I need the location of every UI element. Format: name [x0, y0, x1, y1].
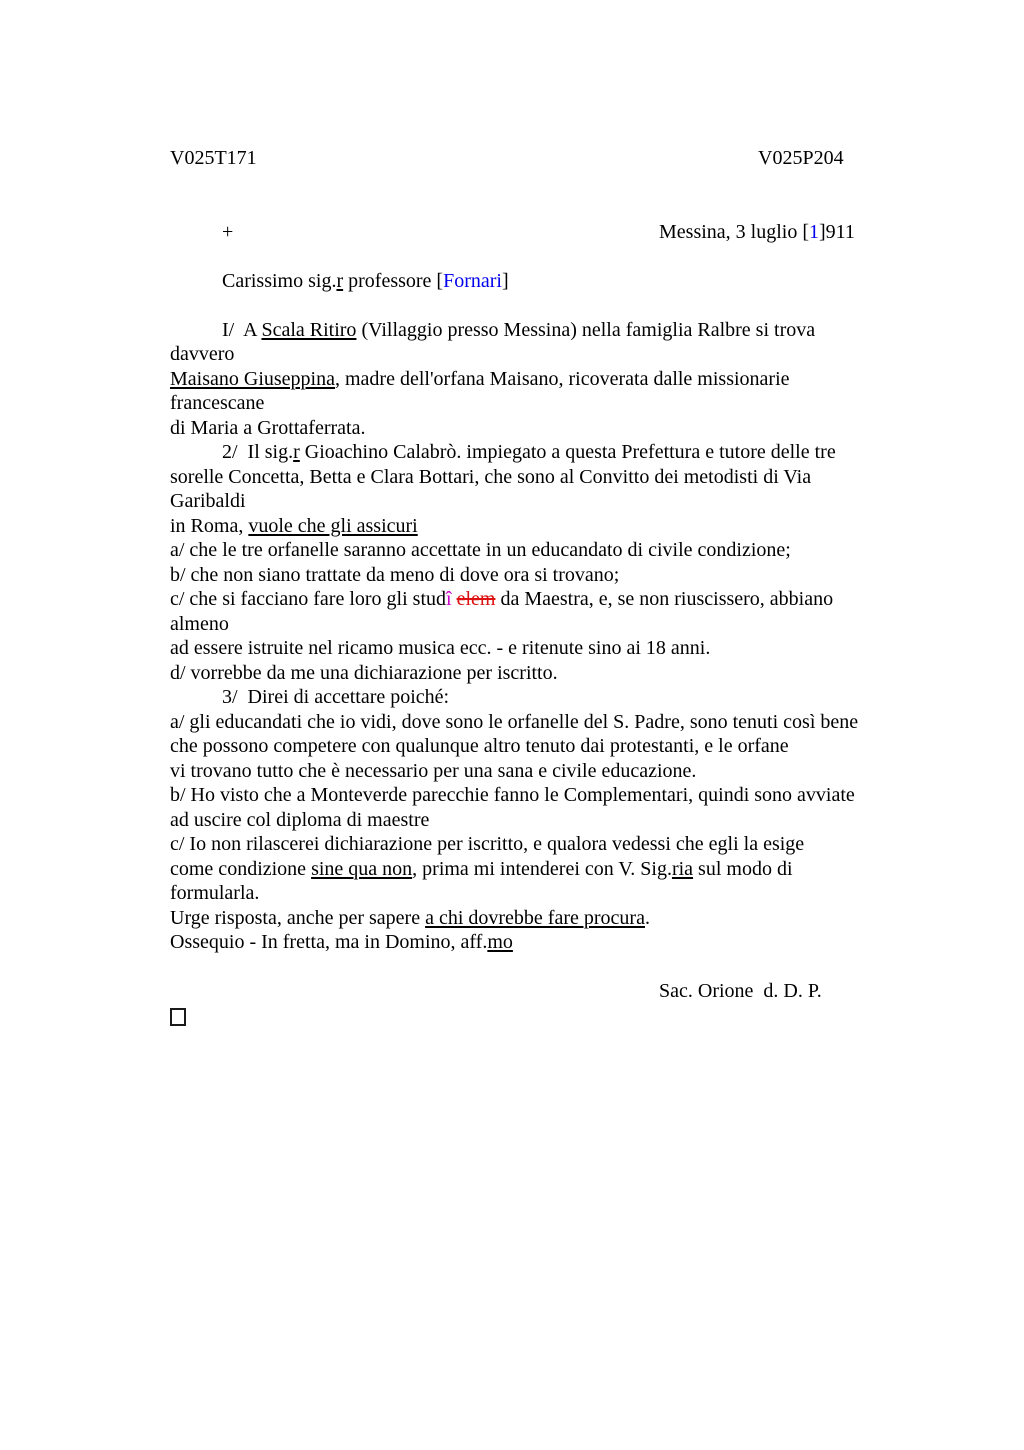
date-line — [170, 220, 960, 245]
text-segment: Garibaldi — [170, 490, 246, 512]
text-segment: Gioachino Calabrò. impiegato a questa Prefettura e tutore delle tre — [299, 441, 836, 463]
text-segment: , madre dell'orfana Maisano, ricoverata dalle missionarie — [334, 367, 790, 390]
body-line — [170, 367, 960, 392]
text-segment: d/ vorrebbe da me una dichiarazione per iscritto. — [170, 661, 558, 684]
body-line — [170, 857, 960, 882]
body-line — [170, 391, 960, 416]
text-segment: . — [644, 906, 650, 929]
text-segment: 3/ Direi di accettare poiché: — [222, 686, 450, 708]
body-line — [170, 636, 960, 661]
body-line — [170, 685, 960, 710]
body-line — [170, 661, 960, 686]
variant-char: î — [446, 588, 452, 610]
text-segment: + — [222, 220, 234, 243]
text-segment: Sac. Orione d. D. P. — [659, 980, 822, 1002]
body-line — [170, 734, 960, 759]
text-segment: Carissimo sig. — [222, 269, 337, 292]
body-line — [170, 489, 960, 514]
text-segment: sorelle Concetta, Betta e Clara Bottari, che sono al Convitto dei metodisti di Via — [170, 465, 812, 488]
body-line — [170, 808, 960, 833]
blank-line — [170, 195, 960, 220]
text-segment: di Maria a Grottaferrata. — [170, 416, 366, 439]
text-segment: Messina, 3 luglio [ — [659, 220, 809, 243]
underlined-text: mo — [487, 931, 513, 953]
text-segment: ad uscire col diploma di maestre — [170, 808, 430, 831]
body-line — [170, 783, 960, 808]
text-segment: ] — [501, 269, 509, 292]
body-line — [170, 538, 960, 563]
body-line — [170, 342, 960, 367]
body-line — [170, 587, 960, 612]
underlined-text: Maisano Giuseppina — [170, 367, 335, 390]
text-segment: (Villaggio presso Messina) nella famiglia Ralbre si trova — [356, 318, 816, 341]
text-segment: formularla. — [170, 882, 260, 904]
blank-line — [170, 244, 960, 269]
text-segment: davvero — [170, 343, 235, 365]
blank-line — [170, 955, 960, 980]
body-line — [170, 759, 960, 784]
text-segment: a/ gli educandati che io vidi, dove sono le orfanelle del S. Padre, sono tenuti così bene — [170, 710, 859, 733]
underlined-text: r — [293, 441, 300, 463]
text-segment: , prima mi intenderei con V. Sig. — [412, 857, 672, 880]
underlined-text: ria — [671, 857, 694, 880]
body-line — [170, 318, 960, 343]
body-line — [170, 930, 960, 955]
text-segment: che possono competere con qualunque altro tenuto dai protestanti, e le orfane — [170, 735, 789, 757]
text-segment: come condizione — [170, 857, 312, 880]
underlined-text: r — [336, 269, 344, 292]
body-line — [170, 881, 960, 906]
text-segment: ad essere istruite nel ricamo musica ecc. - e ritenute sino ai 18 anni. — [170, 637, 711, 659]
underlined-text: Scala Ritiro — [261, 318, 357, 341]
text-segment: 2/ Il sig. — [222, 441, 294, 463]
text-segment: vi trovano tutto che è necessario per una sana e civile educazione. — [170, 759, 697, 782]
body-line — [170, 465, 960, 490]
text-segment: I/ A — [222, 318, 262, 341]
header-line — [170, 146, 960, 171]
blank-line — [170, 171, 960, 196]
underlined-text: a chi dovrebbe fare procura — [425, 906, 645, 929]
placeholder-line — [170, 1004, 960, 1029]
deleted-word: elem — [456, 588, 496, 610]
body-line — [170, 514, 960, 539]
signature-line-right — [659, 979, 822, 1004]
underlined-text: vuole che gli assicuri — [248, 514, 418, 537]
text-segment: V025P204 — [758, 147, 844, 169]
text-segment: ]911 — [819, 220, 855, 243]
body-line — [170, 440, 960, 465]
body-line — [170, 832, 960, 857]
text-segment: professore [ — [343, 269, 444, 292]
body-line — [170, 416, 960, 441]
underlined-text: sine qua non — [311, 857, 413, 880]
text-segment: francescane — [170, 392, 265, 414]
editorial-insertion: Fornari — [443, 269, 502, 292]
text-segment: a/ che le tre orfanelle saranno accettate in un educandato di civile condizione; — [170, 539, 791, 561]
editorial-insertion: 1 — [809, 220, 819, 243]
text-segment: b/ Ho visto che a Monteverde parecchie fanno le Complementari, quindi sono avviate — [170, 784, 855, 806]
text-segment: Ossequio - In fretta, ma in Domino, aff. — [170, 931, 488, 953]
body-line — [170, 710, 960, 735]
text-segment: almeno — [170, 612, 229, 635]
text-segment: b/ che non siano trattate da meno di dove ora si trovano; — [170, 563, 620, 586]
text-segment: Urge risposta, anche per sapere — [170, 906, 426, 929]
text-segment: in Roma, — [170, 514, 249, 537]
empty-square-glyph — [170, 1008, 186, 1026]
body-line — [170, 563, 960, 588]
date-line-right — [659, 220, 855, 245]
text-segment: c/ Io non rilascerei dichiarazione per iscritto, e qualora vedessi che egli la esige — [170, 833, 805, 855]
body-line — [170, 612, 960, 637]
blank-line — [170, 293, 960, 318]
text-segment: da Maestra, e, se non riuscissero, abbiano — [495, 588, 834, 610]
header-line-right — [758, 146, 844, 171]
body-line — [170, 906, 960, 931]
text-segment: sul modo di — [693, 857, 793, 880]
text-segment: c/ che si facciano fare loro gli stud — [170, 588, 446, 610]
salutation-line — [170, 269, 960, 294]
signature-line — [170, 979, 960, 1004]
letter-content — [170, 146, 960, 1028]
text-segment: V025T171 — [170, 147, 257, 169]
